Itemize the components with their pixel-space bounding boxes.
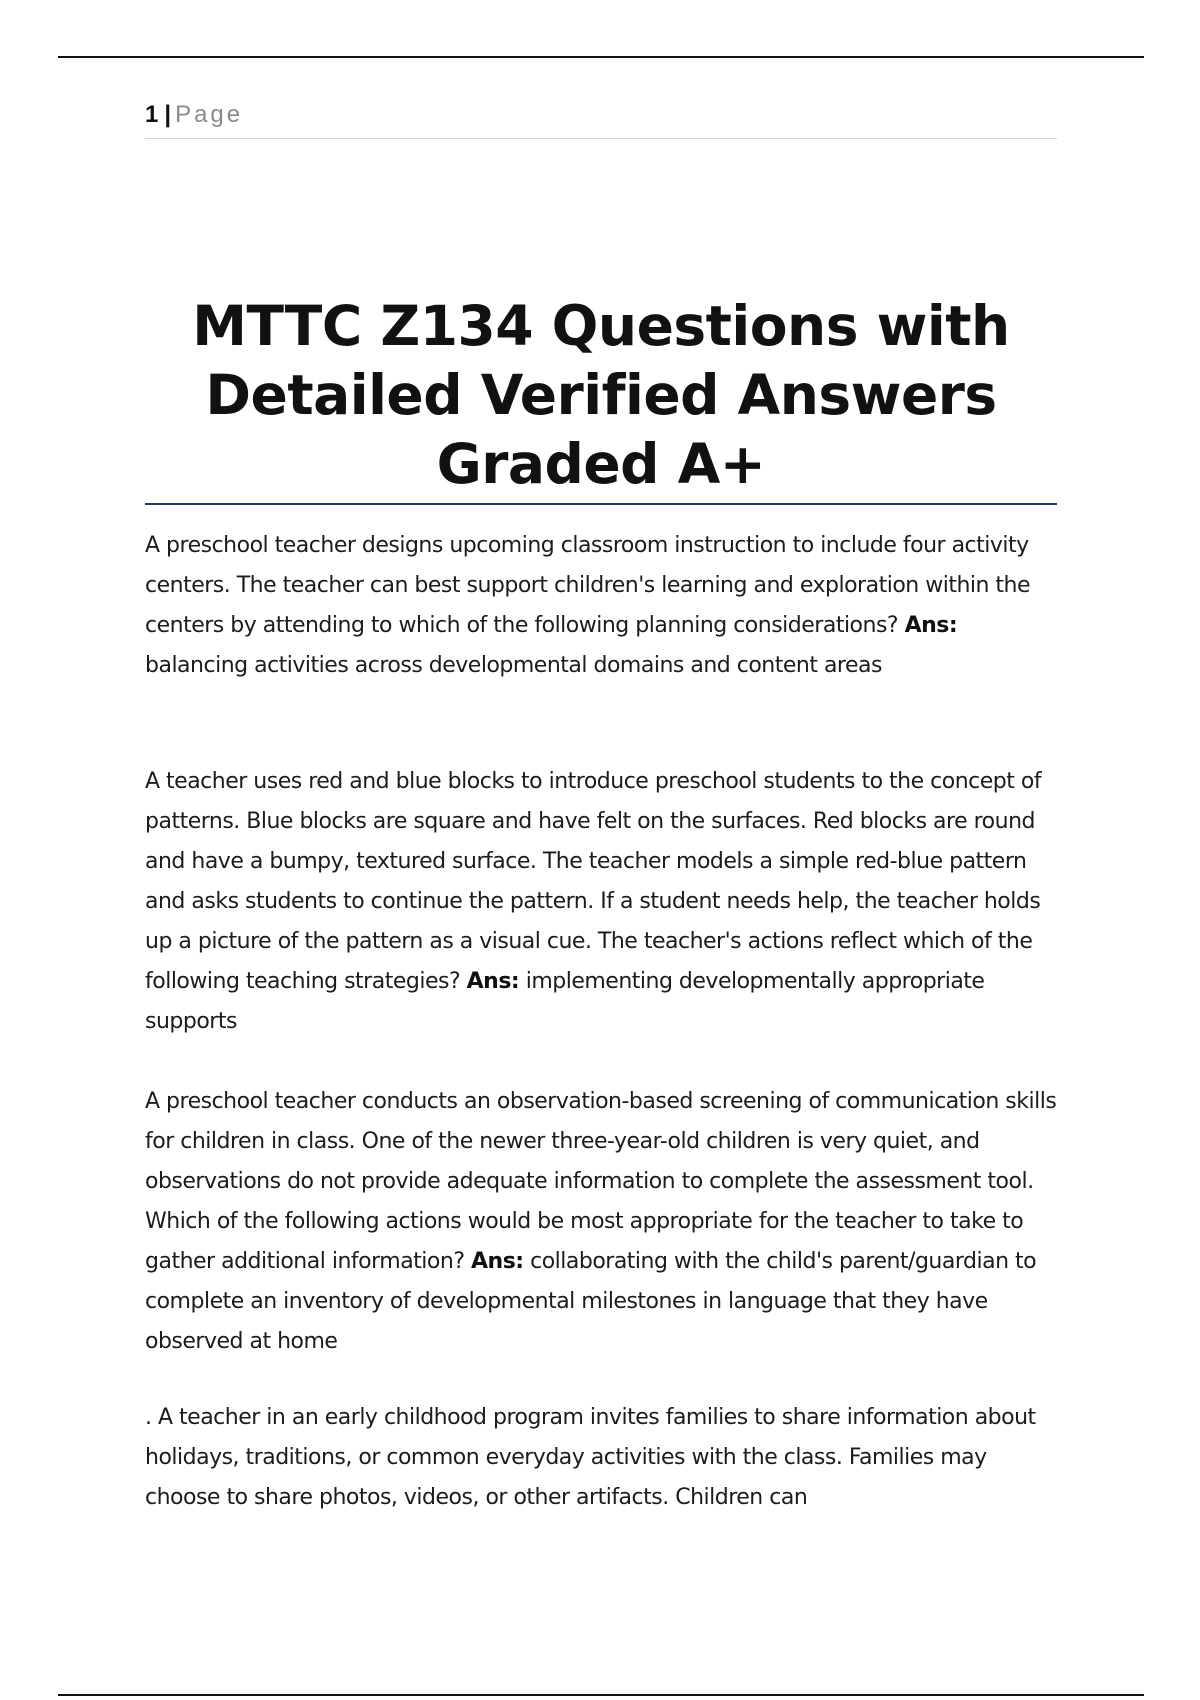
answer-label: Ans: xyxy=(466,969,520,994)
qa-item-4 xyxy=(145,1398,1057,1518)
page-word: Page xyxy=(175,101,244,128)
qa-item-1 xyxy=(145,526,1057,686)
answer-text: balancing activities across developmental domains and content areas xyxy=(145,653,882,678)
qa-item-3 xyxy=(145,1082,1057,1362)
document-title: MTTC Z134 Questions with Detailed Verified Answers Graded A+ xyxy=(192,294,1010,496)
top-border-rule xyxy=(58,56,1144,58)
page-number: 1 xyxy=(145,101,159,128)
question-text: A preschool teacher conducts an observation-based screening of communication skills for children in class. One of the newer three-year-old children is very quiet, and observations do not provide adequate information to complete the assessment tool. Which of the following actions would be most appropriate for the teacher to take to gather additional information? xyxy=(145,1089,1057,1274)
answer-text: collaborating with the child's parent/guardian to complete an inventory of developmental milestones in language that they have observed at home xyxy=(145,1249,1037,1354)
answer-label: Ans: xyxy=(471,1249,524,1274)
question-text: A teacher uses red and blue blocks to introduce preschool students to the concept of patterns. Blue blocks are square and have felt on the surfaces. Red blocks are round and have a bumpy, textured surface. The teacher models a simple red-blue pattern and asks students to continue the pattern. If a student needs help, the teacher holds up a picture of the pattern as a visual cue. The teacher's actions reflect which of the following teaching strategies? xyxy=(145,769,1042,994)
bottom-border-rule xyxy=(58,1694,1144,1696)
answer-text: implementing developmentally appropriate supports xyxy=(145,969,985,1034)
question-text: A preschool teacher designs upcoming classroom instruction to include four activity centers. The teacher can best support children's learning and exploration within the centers by attending to which of the following planning considerations? xyxy=(145,533,1031,638)
qa-item-2 xyxy=(145,762,1057,1042)
page-header xyxy=(145,98,1057,139)
answer-label: Ans: xyxy=(904,613,958,638)
page-separator: | xyxy=(164,101,172,128)
title-underline xyxy=(145,503,1057,505)
question-text: . A teacher in an early childhood program invites families to share information about holidays, traditions, or common everyday activities with the class. Families may choose to share photos, videos, or other artifacts. Children can xyxy=(145,1405,1036,1510)
